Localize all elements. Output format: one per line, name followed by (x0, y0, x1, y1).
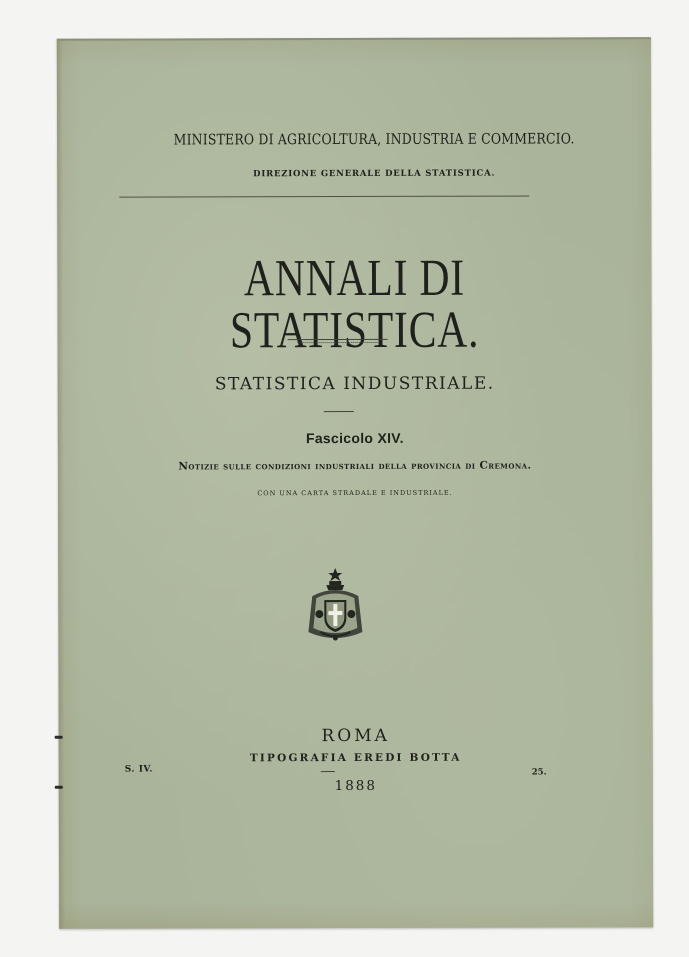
imprint-rule (321, 771, 335, 772)
issue-number: 25. (531, 767, 547, 778)
ministry-heading: MINISTERO DI AGRICOLTURA, INDUSTRIA E COMMERCIO. (173, 131, 575, 149)
title-rule-dotted (298, 342, 378, 343)
spine-shadow (57, 41, 65, 929)
imprint-year: 1888 (334, 777, 377, 795)
map-note: CON UNA CARTA STRADALE E INDUSTRIALE. (257, 488, 453, 498)
subtitle-rule (324, 411, 354, 412)
imprint-city: ROMA (321, 725, 390, 747)
imprint-printer: TIPOGRAFIA EREDI BOTTA (249, 751, 462, 765)
notizie-description: Notizie sulle condizioni industriali della provincia di Cremona. (178, 459, 532, 473)
royal-coat-of-arms-icon (302, 566, 368, 646)
pamphlet-cover (57, 37, 653, 929)
series-number: S. IV. (124, 764, 153, 775)
direzione-subheading: DIREZIONE GENERALE DELLA STATISTICA. (253, 168, 496, 180)
series-subtitle: STATISTICA INDUSTRIALE. (214, 373, 495, 395)
main-title: ANNALI DI STATISTICA. (229, 249, 480, 360)
header-rule (119, 196, 529, 198)
fascicolo-label: Fascicolo XIV. (305, 429, 404, 447)
